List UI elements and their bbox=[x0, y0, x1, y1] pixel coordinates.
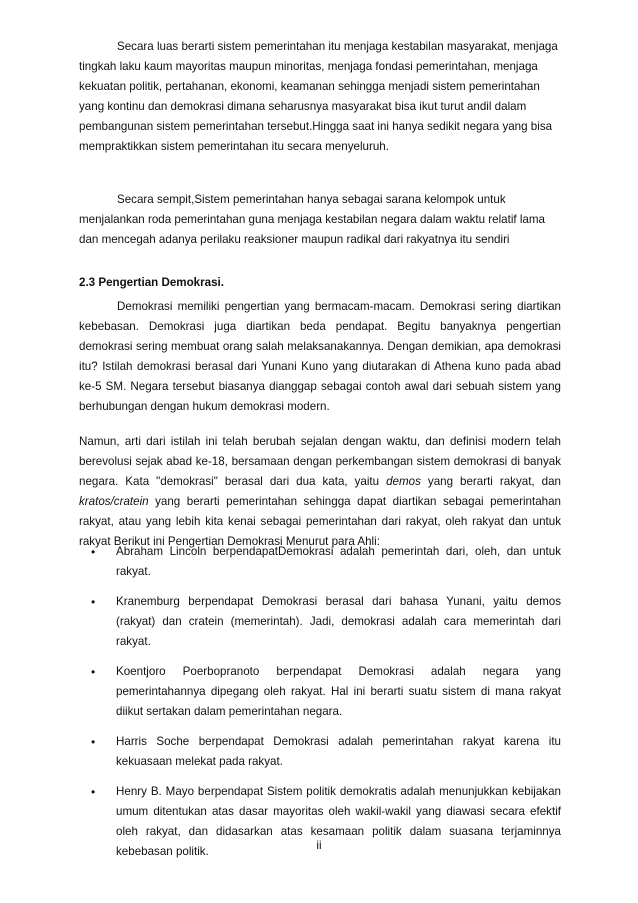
list-item-text: Kranemburg berpendapat Demokrasi berasal dari bahasa Yunani, yaitu demos (rakyat) dan cratein (memerintah). Jadi, demokrasi adalah cara memerintah dari rakyat. bbox=[116, 595, 561, 648]
list-item-text: Koentjoro Poerbopranoto berpendapat Demokrasi adalah negara yang pemerintahannya dipegang oleh rakyat. Hal ini berarti suatu sistem di mana rakyat diikut sertakan dalam pemerintahan negara. bbox=[116, 665, 561, 718]
list-item bbox=[79, 542, 561, 582]
list-item bbox=[79, 732, 561, 772]
paragraph-text-part: Namun, arti dari istilah ini telah berubah sejalan dengan waktu, dan definisi modern telah berevolusi sejak abad ke-18, bersamaan dengan perkembangan sistem demokrasi di banyak negara. Kata "demokrasi" berasal dari dua kata, yaitu bbox=[79, 435, 561, 488]
paragraph-demokrasi-arti bbox=[79, 432, 561, 552]
bullet-icon: • bbox=[91, 595, 96, 609]
bullet-icon: • bbox=[91, 735, 96, 749]
list-item bbox=[79, 662, 561, 722]
paragraph-text-part: yang berarti pemerintahan sehingga dapat diartikan sebagai pemerintahan rakyat, atau yang lebih kita kenai sebagai pemerintahan dari rakyat, oleh rakyat dan untuk rakyat Berikut ini Pengertian Demokrasi Menurut para Ahli: bbox=[79, 495, 561, 548]
bullet-icon: • bbox=[91, 785, 96, 799]
list-item-text: Harris Soche berpendapat Demokrasi adalah pemerintahan rakyat karena itu kekuasaan melekat pada rakyat. bbox=[116, 735, 561, 768]
page-number: ii bbox=[316, 839, 322, 852]
expert-definitions-list bbox=[79, 542, 561, 872]
term-demos: demos bbox=[386, 475, 421, 488]
section-heading: 2.3 Pengertian Demokrasi. bbox=[79, 276, 224, 289]
paragraph-demokrasi-intro: Demokrasi memiliki pengertian yang bermacam-macam. Demokrasi sering diartikan kebebasan. Demokrasi juga diartikan beda pendapat. Begitu banyaknya pengertian demokrasi sering membuat orang salah melaksanakannya. Dengan demikian, apa demokrasi itu? Istilah demokrasi berasal dari Yunani Kuno yang diutarakan di Athena kuno pada abad ke-5 SM. Negara tersebut biasanya dianggap sebagai contoh awal dari sebuah sistem yang berhubungan dengan hukum demokrasi modern. bbox=[79, 300, 561, 413]
paragraph-sistem-luas: Secara luas berarti sistem pemerintahan itu menjaga kestabilan masyarakat, menjaga tingkah laku kaum mayoritas maupun minoritas, menjaga fondasi pemerintahan, menjaga kekuatan politik, pertahanan, ekonomi, keamanan sehingga menjadi sistem pemerintahan yang kontinu dan demokrasi dimana seharusnya masyarakat bisa ikut turut andil dalam pembangunan sistem pemerintahan tersebut.Hingga saat ini hanya sedikit negara yang bisa mempraktikkan sistem pemerintahan itu secara menyeluruh. bbox=[79, 40, 558, 153]
paragraph-text-part: yang berarti rakyat, dan bbox=[420, 475, 561, 488]
bullet-icon: • bbox=[91, 545, 96, 559]
paragraph-sistem-sempit: Secara sempit,Sistem pemerintahan hanya sebagai sarana kelompok untuk menjalankan roda pemerintahan guna menjaga kestabilan negara dalam waktu relatif lama dan mencegah adanya perilaku reaksioner maupun radikal dari rakyatnya itu sendiri bbox=[79, 193, 545, 246]
term-kratos: kratos/cratein bbox=[79, 495, 149, 508]
list-item-text: Abraham Lincoln berpendapatDemokrasi adalah pemerintah dari, oleh, dan untuk rakyat. bbox=[116, 545, 561, 578]
list-item-text: Henry B. Mayo berpendapat Sistem politik demokratis adalah menunjukkan kebijakan umum ditentukan atas dasar mayoritas oleh wakil-wakil yang diawasi secara efektif oleh rakyat, dan didasarkan atas kesamaan politik dalam suasana terjaminnya kebebasan politik. bbox=[116, 785, 561, 858]
bullet-icon: • bbox=[91, 665, 96, 679]
list-item bbox=[79, 592, 561, 652]
